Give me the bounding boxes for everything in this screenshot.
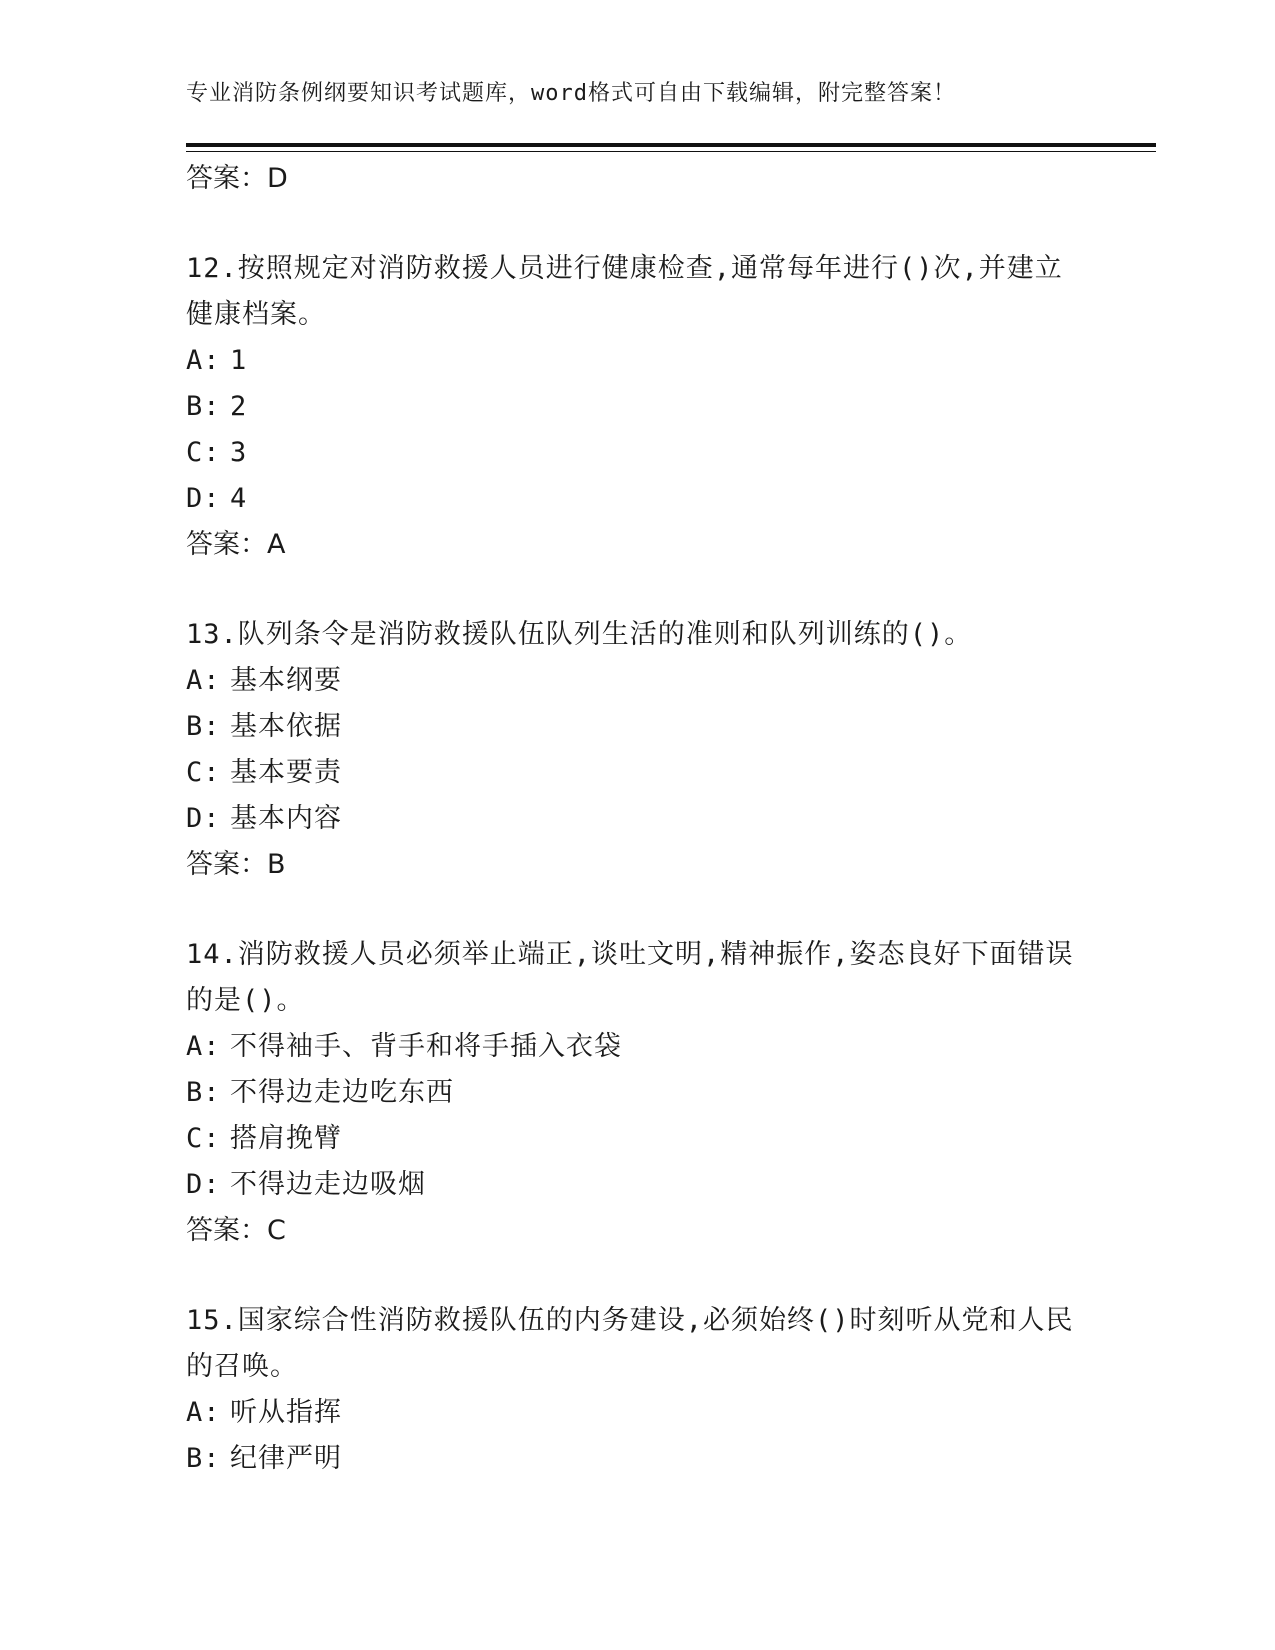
question-list [186,156,1086,1526]
option-text: 基本内容 [230,803,342,834]
option-text: 4 [230,483,248,514]
question-text: 15.国家综合性消防救援队伍的内务建设,必须始终()时刻听从党和人民的召唤。 [186,1305,1074,1382]
option-letter: A: [186,1031,221,1062]
option-letter: A: [186,665,221,696]
header-rule-thick [186,143,1156,147]
option-text: 搭肩挽臂 [230,1123,342,1154]
option-letter: C: [186,1123,221,1154]
option-d [186,476,1086,522]
question-text: 12.按照规定对消防救援人员进行健康检查,通常每年进行()次,并建立健康档案。 [186,253,1063,330]
option-text: 基本纲要 [230,665,342,696]
option-b [186,1436,1086,1482]
option-letter: B: [186,1077,221,1108]
option-c [186,750,1086,796]
option-text: 3 [230,437,248,468]
option-b [186,384,1086,430]
option-letter: D: [186,483,221,514]
previous-answer: 答案：D [186,163,288,194]
question-13 [186,612,1086,888]
header-rule-thin [186,151,1156,152]
option-a [186,338,1086,384]
option-letter: D: [186,803,221,834]
answer-line: 答案：C [186,1215,286,1246]
option-a [186,1390,1086,1436]
question-12 [186,246,1086,568]
option-letter: C: [186,437,221,468]
option-text: 不得边走边吃东西 [230,1077,454,1108]
option-letter: B: [186,391,221,422]
question-14 [186,932,1086,1254]
option-text: 不得袖手、背手和将手插入衣袋 [230,1031,622,1062]
option-letter: D: [186,1169,221,1200]
option-c [186,1116,1086,1162]
page-header: 专业消防条例纲要知识考试题库，word格式可自由下载编辑，附完整答案！ [186,81,956,106]
question-text: 13.队列条令是消防救援队伍队列生活的准则和队列训练的()。 [186,619,973,650]
option-text: 基本依据 [230,711,342,742]
option-d [186,1162,1086,1208]
question-text: 14.消防救援人员必须举止端正,谈吐文明,精神振作,姿态良好下面错误的是()。 [186,939,1074,1016]
option-b [186,1070,1086,1116]
option-b [186,704,1086,750]
answer-line: 答案：B [186,849,286,880]
option-d [186,796,1086,842]
option-text: 基本要责 [230,757,342,788]
option-letter: A: [186,345,221,376]
option-text: 纪律严明 [230,1443,342,1474]
option-text: 1 [230,345,248,376]
answer-line: 答案：A [186,529,286,560]
option-c [186,430,1086,476]
question-15 [186,1298,1086,1482]
option-a [186,1024,1086,1070]
option-a [186,658,1086,704]
option-text: 不得边走边吸烟 [230,1169,426,1200]
option-letter: B: [186,711,221,742]
option-text: 2 [230,391,248,422]
option-letter: C: [186,757,221,788]
option-letter: A: [186,1397,221,1428]
option-text: 听从指挥 [230,1397,342,1428]
option-letter: B: [186,1443,221,1474]
